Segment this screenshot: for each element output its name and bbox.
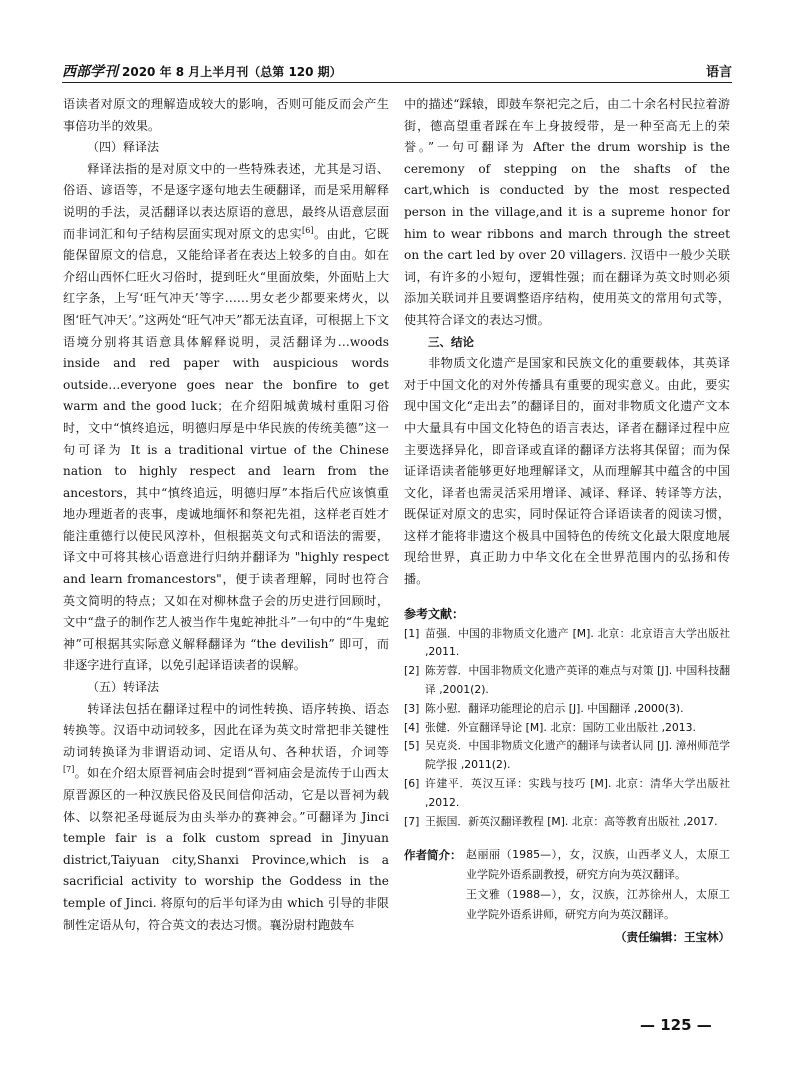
- references-heading: 参考文献：: [404, 606, 465, 621]
- citation-marker: [6]: [302, 225, 314, 235]
- reference-item: [404, 737, 730, 775]
- reference-number: [5]: [404, 739, 420, 753]
- issue-info: 2020 年 8 月上半月刊（总第 120 期）: [122, 65, 342, 79]
- section-heading: 三、结论: [428, 334, 474, 349]
- reference-item: [404, 719, 730, 738]
- page-number: — 125 —: [640, 1016, 712, 1034]
- reference-text: 陈芳蓉．中国非物质文化遗产英译的难点与对策 [J]. 中国科技翻译 ,2001(2).: [425, 664, 730, 697]
- reference-number: [1]: [404, 626, 420, 640]
- references-list: [404, 625, 730, 832]
- author-bio-entry: 赵丽丽（1985—），女，汉族，山西孝义人，太原工业学院外语系副教授，研究方向为英汉翻译。: [466, 848, 730, 882]
- author-bio: [404, 845, 730, 925]
- paragraph-text: 释译法指的是对原文中的一些特殊表述，尤其是习语、俗语、谚语等，不是逐字逐句地去生硬翻译，而是采用解释说明的手法，灵活翻译以表达原语的意思，最终从语意层面而非词汇和句子结构层面实现对原文的忠实: [63, 161, 389, 241]
- section-heading: （四）释译法: [87, 140, 160, 155]
- paragraph-text: 转译法包括在翻译过程中的词性转换、语序转换、语态转换等。汉语中动词较多，因此在译为英文时常把非关键性动词转换译为非谓语动词、定语从句、各种状语，介词等: [63, 701, 389, 759]
- right-column: [404, 94, 730, 947]
- paragraph-text: 。由此，它既能保留原文的信息，又能给译者在表达上较多的自由。如在介绍山西怀仁旺火习俗时，提到旺火“里面放柴，外面贴上大红字条，上写‘旺气冲天’等字……男女老少都要来烤火，以图‘旺气冲天’。”这两处“旺气冲天”都无法直译，可根据上下文语境分别将其语意具体解释说明，灵活翻译为…woods inside and red paper with auspicious words outside…everyone goes near the bonfire to get warm and the good luck；在介绍阳城黄城村重阳习俗时，文中“慎终追远，明德归厚是中华民族的传统美德”这一句可译为 It is a traditional virtue of the Chinese nation to highly respect and learn from the ancestors，其中“慎终追远，明德归厚”本指后代应该慎重地办理逝者的丧事，虔诚地缅怀和祭祀先祖，这样老百姓才能注重德行以使民风淳朴，但根据英文句式和语法的需要，译文中可将其核心语意进行归纳并翻译为 "highly respect and learn fromancestors"，便于读者理解，同时也符合英文简明的特点；又如在对柳林盘子会的历史进行回顾时，文中“盘子的制作艺人被当作牛鬼蛇神批斗”一句中的“牛鬼蛇神”可根据其实际意义解释翻译为 “the devilish” 即可，而非逐字进行直译，以免引起译语读者的误解。: [63, 226, 389, 673]
- responsible-editor: （责任编辑：王宝林）: [615, 930, 730, 945]
- reference-text: 苗强．中国的非物质文化遗产 [M]. 北京：北京语言大学出版社 ,2011.: [425, 626, 730, 659]
- reference-item: [404, 625, 730, 663]
- journal-logo: 西部学刊: [62, 64, 118, 80]
- reference-item: [404, 700, 730, 719]
- reference-text: 许建平．英汉互译：实践与技巧 [M]. 北京：清华大学出版社 ,2012.: [425, 777, 730, 809]
- reference-text: 王振国．新英汉翻译教程 [M]. 北京：高等教育出版社 ,2017.: [425, 814, 718, 828]
- paragraph: 语读者对原文的理解造成较大的影响，否则可能反而会产生事倍功半的效果。: [63, 97, 389, 133]
- reference-text: 张健．外宣翻译导论 [M]. 北京：国防工业出版社 ,2013.: [425, 720, 696, 734]
- paragraph: [63, 699, 389, 937]
- reference-number: [4]: [404, 720, 420, 734]
- author-bio-entry: 王文雅（1988—），女，汉族，江苏徐州人，太原工业学院外语系讲师，研究方向为英汉翻译。: [466, 888, 730, 922]
- reference-item: [404, 662, 730, 700]
- author-bio-body: [466, 845, 730, 925]
- paragraph: 非物质文化遗产是国家和民族文化的重要载体，其英译对于中国文化的对外传播具有重要的现实意义。由此，要实现中国文化“走出去”的翻译目的，面对非物质文化遗产文本中大量具有中国文化特色的语言表达，译者在翻译过程中应主要选择异化，即音译或直译的翻译方法将其保留；而为保证译语读者能够更好地理解译文，从而理解其中蕴含的中国文化，译者也需灵活采用增译、减译、释译、转译等方法，既保证对原文的忠实，同时保证符合译语读者的阅读习惯，这样才能将非遗这个极具中国特色的传统文化最大限度地展现给世界，真正助力中华文化在全世界范围内的弘扬和传播。: [404, 356, 730, 587]
- reference-item: [404, 775, 730, 813]
- reference-number: [6]: [404, 777, 420, 791]
- paragraph: 中的描述“踩辕，即鼓车祭祀完之后，由二十余名村民拉着游街，德高望重者踩在车上身披绶带，是一种至高无上的荣誉。”一句可翻译为 After the drum worship is the ceremony of stepping on the shafts of the cart,which is conducted by the most respected person in the village,and it is a supreme honor for him to wear ribbons and march through the street on the cart led by over 20 villagers. 汉语中一般少关联词，有许多的小短句，逻辑性强；而在翻译为英文时则必须添加关联词并且要调整语序结构，使用英文的常用句式等，使其符合译文的表达习惯。: [404, 97, 730, 327]
- reference-text: 陈小慰．翻译功能理论的启示 [J]. 中国翻译 ,2000(3).: [425, 701, 684, 715]
- reference-item: [404, 813, 730, 832]
- section-heading: （五）转译法: [87, 680, 160, 695]
- author-bio-label: 作者简介：: [404, 848, 462, 863]
- reference-number: [2]: [404, 664, 420, 678]
- citation-marker: [7]: [63, 765, 75, 775]
- reference-number: [3]: [404, 701, 420, 715]
- section-label: 语言: [705, 65, 732, 80]
- reference-number: [7]: [404, 814, 420, 828]
- running-header: [62, 58, 732, 83]
- reference-text: 吴克炎．中国非物质文化遗产的翻译与读者认同 [J]. 漳州师范学院学报 ,2011(2).: [425, 739, 730, 772]
- paragraph-text: 。如在介绍太原晋祠庙会时提到“晋祠庙会是流传于山西太原晋源区的一种汉族民俗及民间信仰活动，它是以晋祠为载体、以祭祀圣母诞辰为由头举办的赛神会。”可翻译为 Jinci temple fair is a folk custom spread in Jinyuan district,Taiyuan city,Shanxi Province,which is a sacrificial activity to worship the Goddess in the temple of Jinci. 将原句的后半句译为由 which 引导的非限制性定语从句，符合英文的表达习惯。襄汾尉村跑鼓车: [63, 766, 389, 932]
- paragraph: [63, 159, 389, 677]
- left-column: [63, 94, 389, 936]
- journal-info: [62, 61, 342, 81]
